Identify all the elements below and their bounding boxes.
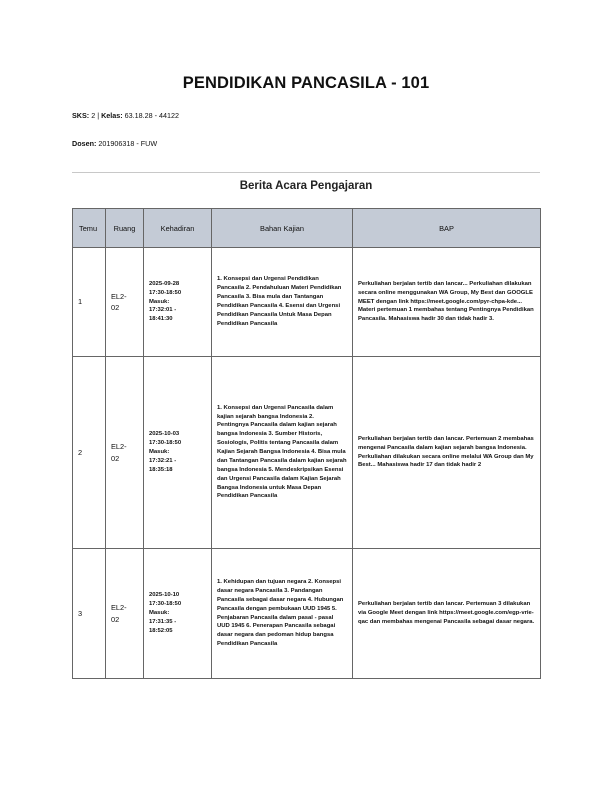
meta-separator: | <box>97 111 100 120</box>
bap-table <box>72 208 541 679</box>
dosen-label: Dosen: <box>72 139 97 148</box>
header-temu: Temu <box>73 209 106 248</box>
cell-kehadiran: 2025-10-10 17:30-18:50 Masuk: 17:31:35 - 18:52:05 <box>144 549 212 679</box>
sks-label: SKS: <box>72 111 90 120</box>
table-row <box>73 248 541 357</box>
table-header-row <box>73 209 541 248</box>
page-title: PENDIDIKAN PANCASILA - 101 <box>182 74 430 92</box>
header-bahan-kajian: Bahan Kajian <box>212 209 353 248</box>
header-kehadiran: Kehadiran <box>144 209 212 248</box>
dosen-value: 201906318 - FUW <box>98 139 158 148</box>
divider <box>72 172 540 173</box>
cell-kehadiran: 2025-09-28 17:30-18:50 Masuk: 17:32:01 - 18:41:30 <box>144 248 212 357</box>
table-row <box>73 549 541 679</box>
cell-temu: 2 <box>73 357 106 549</box>
kelas-label: Kelas: <box>101 111 123 120</box>
lecturer-meta-line <box>72 139 157 148</box>
sks-value: 2 <box>91 111 96 120</box>
cell-bap: Perkuliahan berjalan tertib dan lancar. Pertemuan 3 dilakukan via Google Meet dengan link https://meet.google.com/egp-vrie-qac dan membahas mengenai Pancasila sebagai dasar negara. <box>353 549 541 679</box>
cell-bap: Perkuliahan berjalan tertib dan lancar. Pertemuan 2 membahas mengenai Pancasila dalam kajian sejarah bangsa Indonesia. Perkuliahan dilakukan secara online melalui WA Group dan My Best... Mahasiswa hadir 17 dan tidak hadir 2 <box>353 357 541 549</box>
kelas-value: 63.18.28 - 44122 <box>124 111 179 120</box>
section-title: Berita Acara Pengajaran <box>239 180 373 192</box>
cell-bahan-kajian: 1. Konsepsi dan Urgensi Pancasila dalam kajian sejarah bangsa Indonesia 2. Pentingnya Pancasila dalam kajian sejarah bangsa Indonesia 3. Sumber Historis, Sosiologis, Politis tentang Pancasila dalam Kajian Sejarah Bangsa Indonesia 4. Bisa mula dan Tantangan Pancasila dalam kajian sejarah bangsa Indonesia 5. Mendeskripsikan Esensi dan Urgensi Pancasila dalam Kajian Sejarah Bangsa Indonesia untuk Masa Depan Pendidikan Pancasila <box>212 357 353 549</box>
table-row <box>73 357 541 549</box>
cell-ruang: EL2- 02 <box>106 248 144 357</box>
cell-ruang: EL2- 02 <box>106 357 144 549</box>
header-bap: BAP <box>353 209 541 248</box>
course-meta-line <box>72 111 179 120</box>
header-ruang: Ruang <box>106 209 144 248</box>
cell-kehadiran: 2025-10-03 17:30-18:50 Masuk: 17:32:21 - 18:35:18 <box>144 357 212 549</box>
cell-bahan-kajian: 1. Kehidupan dan tujuan negara 2. Konsepsi dasar negara Pancasila 3. Pandangan Pancasila sebagai dasar negara 4. Hubungan Pancasila dengan pembukaan UUD 1945 5. Penjabaran Pancasila dalam pasal - pasal UUD 1945 6. Penerapan Pancasila sebagai dasar negara dan pedoman hidup bangsa Pendidikan Pancasila <box>212 549 353 679</box>
cell-temu: 1 <box>73 248 106 357</box>
cell-bap: Perkuliahan berjalan tertib dan lancar... Perkuliahan dilakukan secara online menggunakan WA Group, My Best dan GOOGLE MEET dengan link https://meet.google.com/pyr-chpa-kde... Materi pertemuan 1 membahas tentang Pentingnya Pendidikan Pancasila. Mahasiswa hadir 30 dan tidak hadir 3. <box>353 248 541 357</box>
cell-bahan-kajian: 1. Konsepsi dan Urgensi Pendidikan Pancasila 2. Pendahuluan Materi Pendidikan Pancasila 3. Bisa mula dan Tantangan Pendidikan Pancasila 4. Esensi dan Urgensi Pendidikan Pancasila Untuk Masa Depan Pendidikan Pancasila <box>212 248 353 357</box>
cell-temu: 3 <box>73 549 106 679</box>
cell-ruang: EL2- 02 <box>106 549 144 679</box>
